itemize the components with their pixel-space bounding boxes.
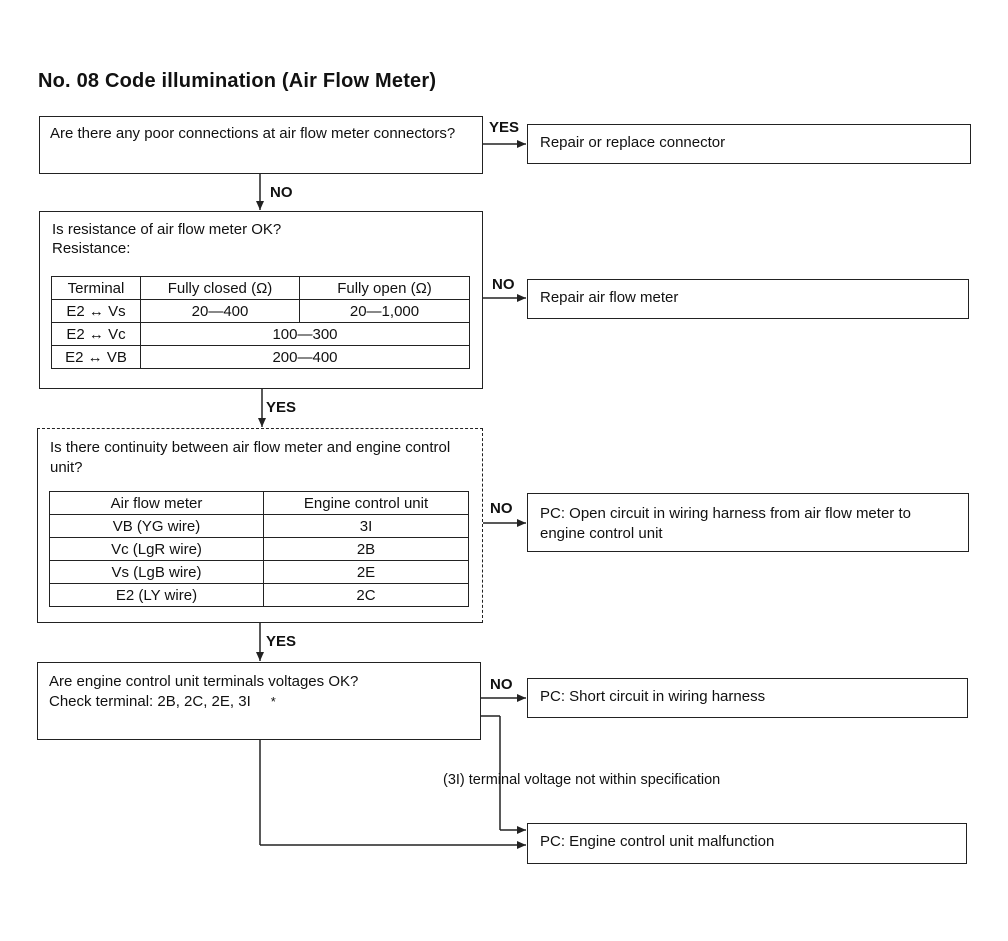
asterisk-mark: * bbox=[270, 694, 276, 709]
result-text: PC: Short circuit in wiring harness bbox=[540, 688, 766, 705]
question-box-voltages bbox=[37, 662, 481, 740]
table-cell: E2 (LY wire) bbox=[50, 584, 264, 607]
yes-label: YES bbox=[266, 633, 297, 650]
yes-label: YES bbox=[266, 399, 297, 416]
result-box-repair-connector bbox=[527, 124, 971, 164]
no-label: NO bbox=[490, 500, 513, 517]
result-box-open-circuit bbox=[527, 493, 969, 552]
table-header: Terminal bbox=[52, 277, 141, 300]
table-header: Fully open (Ω) bbox=[300, 277, 470, 300]
result-text: Repair or replace connector bbox=[540, 134, 726, 151]
table-cell: 2B bbox=[264, 538, 469, 561]
table-header: Engine control unit bbox=[264, 492, 469, 515]
question-subtext: Resistance: bbox=[52, 240, 131, 257]
question-text: Are there any poor connections at air flow meter connectors? bbox=[50, 125, 456, 142]
table-cell: 100—300 bbox=[141, 323, 470, 346]
no-label: NO bbox=[490, 676, 513, 693]
result-box-repair-meter bbox=[527, 279, 969, 319]
yes-label: YES bbox=[489, 119, 520, 136]
question-text: Is resistance of air flow meter OK? bbox=[52, 221, 282, 238]
table-cell: E2 ↔ VB bbox=[52, 346, 141, 369]
question-box-resistance bbox=[39, 211, 483, 389]
table-cell: E2 ↔ Vc bbox=[52, 323, 141, 346]
table-cell: Vc (LgR wire) bbox=[50, 538, 264, 561]
table-cell: Vs (LgB wire) bbox=[50, 561, 264, 584]
page-title: No. 08 Code illumination (Air Flow Meter) bbox=[38, 70, 437, 92]
table-cell: 3I bbox=[264, 515, 469, 538]
table-cell: 2E bbox=[264, 561, 469, 584]
question-box-continuity bbox=[37, 428, 483, 623]
table-cell: VB (YG wire) bbox=[50, 515, 264, 538]
no-label: NO bbox=[270, 184, 293, 201]
table-cell: E2 ↔ Vs bbox=[52, 300, 141, 323]
table-cell: 200—400 bbox=[141, 346, 470, 369]
no-label: NO bbox=[492, 276, 515, 293]
result-text: Repair air flow meter bbox=[540, 289, 679, 306]
branch-note: (3I) terminal voltage not within specification bbox=[443, 772, 721, 788]
question-box-connections bbox=[39, 116, 483, 174]
table-cell: 20—1,000 bbox=[300, 300, 470, 323]
continuity-table bbox=[49, 491, 469, 607]
question-subtext: Check terminal: 2B, 2C, 2E, 3I bbox=[49, 693, 251, 710]
table-cell: 20—400 bbox=[141, 300, 300, 323]
question-text: Are engine control unit terminals voltages OK? bbox=[49, 673, 359, 690]
question-text: Is there continuity between air flow meter and engine control unit? bbox=[50, 439, 451, 476]
result-text: PC: Engine control unit malfunction bbox=[540, 833, 775, 850]
result-box-ecu-malfunction bbox=[527, 823, 967, 864]
table-header: Air flow meter bbox=[50, 492, 264, 515]
table-cell: 2C bbox=[264, 584, 469, 607]
result-text: PC: Open circuit in wiring harness from air flow meter to engine control unit bbox=[540, 505, 911, 542]
resistance-table bbox=[51, 276, 470, 369]
result-box-short-circuit bbox=[527, 678, 968, 718]
table-header: Fully closed (Ω) bbox=[141, 277, 300, 300]
